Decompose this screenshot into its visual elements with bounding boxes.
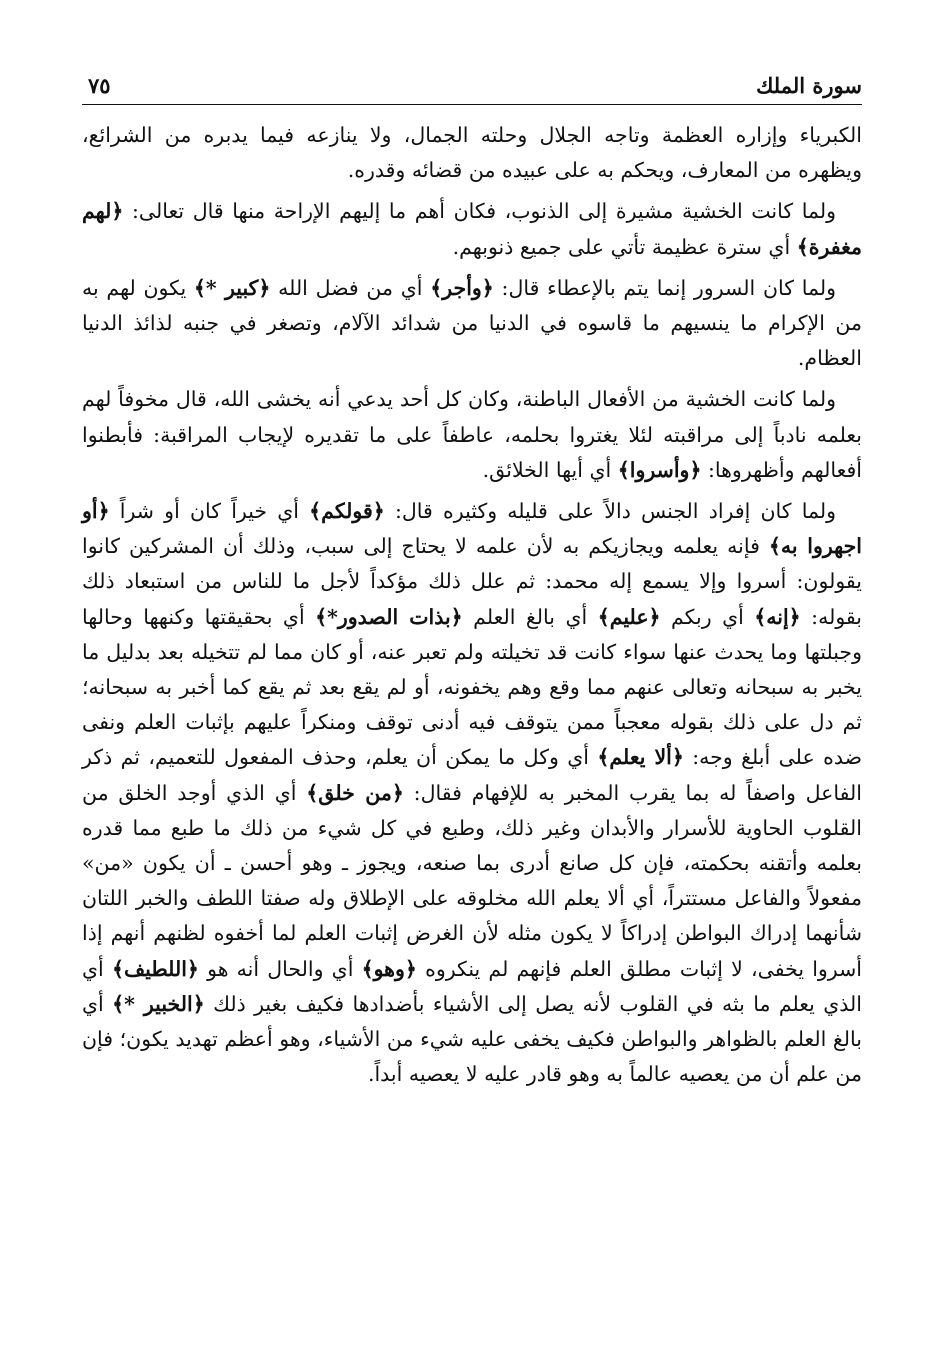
text-run: أي أيها الخلائق. [482, 457, 618, 482]
text-run: أي ربكم [660, 604, 755, 629]
text-run: الكبرياء وإزاره العظمة وتاجه الجلال وحلته الجمال، ولا ينازعه فيما يدبره من الشرائع، ويظهره من المعارف، ويحكم به على عبيده من قضائه وقدره. [82, 123, 862, 183]
surah-title: سورة الملك [756, 73, 862, 98]
paragraph [82, 494, 862, 1092]
text-run: أي الذي يعلم ما بثه في القلوب لأنه يصل إلى الأشياء بأضدادها فكيف بغير ذلك [82, 956, 862, 1016]
paragraph [82, 271, 862, 377]
text-run: ولما كانت الخشية من الأفعال الباطنة، وكان كل أحد يدعي أنه يخشى الله، قال مخوفاً لهم بعلمه نادباً إلى مراقبته لئلا يغتروا بحلمه، عاطفاً على ما تقديره لإيجاب المراقبة: فأبطنوا أفعالهم وأظهروها: [82, 387, 862, 482]
quran-quote: ﴿إنه﴾ [754, 604, 801, 629]
text-run: أي من فضل الله [270, 275, 431, 300]
text-run: أي سترة عظيمة تأتي على جميع ذنوبهم. [452, 234, 797, 259]
quran-quote: ﴿عليم﴾ [597, 604, 661, 629]
quran-quote: ﴿اللطيف﴾ [111, 956, 199, 981]
text-run: ولما كانت الخشية مشيرة إلى الذنوب، فكان أهم ما إليهم الإراحة منها قال تعالى: [123, 199, 836, 224]
quran-quote: ﴿الخبير *﴾ [112, 991, 205, 1016]
quran-quote: ﴿قولكم﴾ [309, 499, 385, 524]
page-header [82, 66, 862, 104]
page-number: ٧٥ [88, 73, 111, 98]
text-run: أي والحال أنه هو [198, 956, 362, 981]
quran-quote: ﴿كبير *﴾ [193, 275, 271, 300]
quran-quote: ﴿من خلق﴾ [306, 780, 404, 805]
text-run: أي بالغ العلم بالظواهر والبواطن فكيف يخفى عليه شيء من الأشياء، وهو أعظم تهديد يكون؛ فإن من علم أن من يعصيه عالماً به وهو قادر عليه لا يعصيه أبداً. [82, 991, 862, 1087]
quran-quote: ﴿لهم مغفرة﴾ [82, 199, 862, 259]
text-run: ولما كان إفراد الجنس دالاً على قليله وكثيره قال: [384, 499, 836, 524]
quran-quote: ﴿أو اجهروا به﴾ [82, 499, 862, 559]
main-text [82, 118, 862, 1098]
quran-quote: ﴿ألا يعلم﴾ [597, 745, 684, 770]
paragraph [82, 382, 862, 488]
header-rule [82, 104, 862, 105]
text-run: ولما كان السرور إنما يتم بالإعطاء قال: [493, 275, 837, 300]
text-run: أي الذي أوجد الخلق من القلوب الحاوية للأسرار والأبدان وغير ذلك، وطبع في كل شيء من ذلك ما طبع مما قدره بعلمه وأتقنه بحكمته، فإن كل صانع أدرى بما صنعه، ويجوز ـ وهو أحسن ـ أن يكون «من» مفعولاً والفاعل مستتراً، أي ألا يعلم الله مخلوقه على الإطلاق وله صفتا اللطف والخبر اللتان شأنهما إدراك البواطن إدراكاً لا يكون مثله لأن الغرض إثبات العلم لما أخفوه لظنهم أنهم إذا أسروا يخفى، لا إثبات مطلق العلم فإنهم لم ينكروه [82, 780, 862, 981]
quran-quote: ﴿بذات الصدور*﴾ [315, 604, 463, 629]
text-run: أي بالغ العلم [462, 604, 598, 629]
paragraph [82, 118, 862, 188]
quran-quote: ﴿وأسروا﴾ [617, 457, 702, 482]
text-run: أي بحقيقتها وكنهها وحالها وجبلتها وما يحدث عنها سواء كانت قد تخيلته ولم تعبر عنه، أو كان مما لم تتخيله بعد بدليل ما يخبر به سبحانه وتعالى عنهم مما وقع وهم يخفونه، أو لم يقع بعد ثم يقع كما أخبر به سبحانه؛ ثم دل على ذلك بقوله معجباً ممن يتوقف فيه أدنى توقف ومنكراً عليهم بإثبات العلم ونفى ضده على أبلغ وجه: [82, 604, 862, 770]
text-run: فإنه يعلمه ويجازيكم به لأن علمه لا يحتاج إلى سبب، وذلك أن المشركين كانوا يقولون: أسروا وإلا يسمع إله محمد: ثم علل ذلك مؤكداً لأجل ما للناس من استبعاد ذلك بقوله: [82, 534, 862, 629]
text-run: يكون لهم به من الإكرام ما ينسيهم ما قاسوه في الدنيا من شدائد الآلام، وتصغر في جنبه لذائذ الدنيا العظام. [82, 275, 862, 371]
quran-quote: ﴿وهو﴾ [361, 956, 417, 981]
paragraph [82, 194, 862, 264]
text-run: أي خيراً كان أو شراً [109, 499, 310, 524]
text-run: أي وكل ما يمكن أن يعلم، وحذف المفعول للتعميم، ثم ذكر الفاعل واصفاً له بما يقرب المخبر به للإفهام فقال: [82, 745, 862, 805]
quran-quote: ﴿وأجر﴾ [430, 275, 494, 300]
